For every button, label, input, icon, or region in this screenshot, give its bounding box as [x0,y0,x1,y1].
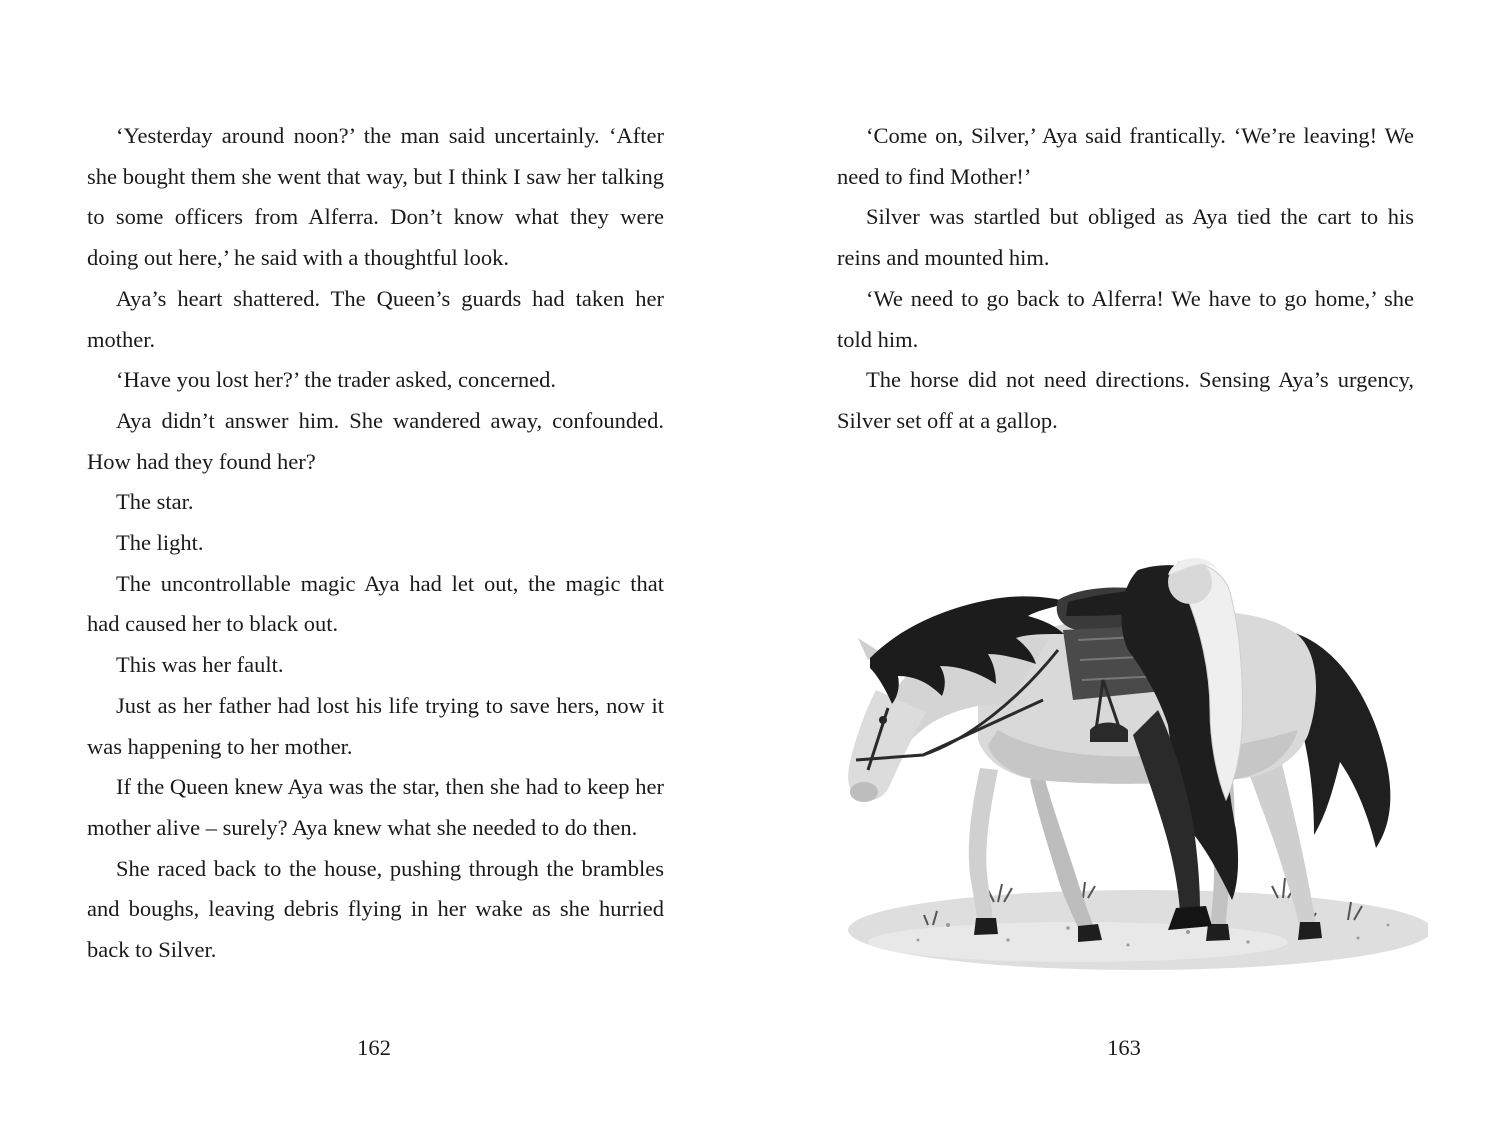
paragraph: ‘We need to go back to Alferra! We have to go home,’ she told him. [837,285,1414,352]
paragraph: Aya didn’t answer him. She wandered away, confounded. How had they found her? [87,407,664,474]
paragraph: The horse did not need directions. Sensing Aya’s urgency, Silver set off at a gallop. [837,367,1414,433]
page-number-right: 163 [1107,1035,1141,1060]
paragraph: Just as her father had lost his life trying to save hers, now it was happening to her mother. [87,692,664,759]
horse-and-rider-illustration [828,530,1428,985]
paragraph: Silver was startled but obliged as Aya tied the cart to his reins and mounted him. [837,204,1414,271]
left-page-text [87,116,664,971]
right-page [750,0,1500,1137]
paragraph: Aya’s heart shattered. The Queen’s guards had taken her mother. [87,285,664,352]
paragraph: ‘Have you lost her?’ the trader asked, concerned. [116,367,557,393]
paragraph: If the Queen knew Aya was the star, then she had to keep her mother alive – surely? Aya knew what she needed to do then. [87,774,664,840]
paragraph: This was her fault. [116,652,284,678]
paragraph: She raced back to the house, pushing through the brambles and boughs, leaving debris flying in her wake as she hurried back to Silver. [87,855,664,963]
page-number-left: 162 [357,1035,391,1060]
paragraph: The star. [116,489,194,515]
right-page-text [837,116,1414,442]
paragraph: The uncontrollable magic Aya had let out, the magic that had caused her to black out. [87,570,664,637]
paragraph: The light. [116,530,204,556]
paragraph: ‘Come on, Silver,’ Aya said frantically. ‘We’re leaving! We need to find Mother!’ [837,123,1414,189]
paragraph: ‘Yesterday around noon?’ the man said uncertainly. ‘After she bought them she went that way, but I think I saw her talking to some officers from Alferra. Don’t know what they were doing out here,’ he said with a thoughtful look. [87,123,664,271]
